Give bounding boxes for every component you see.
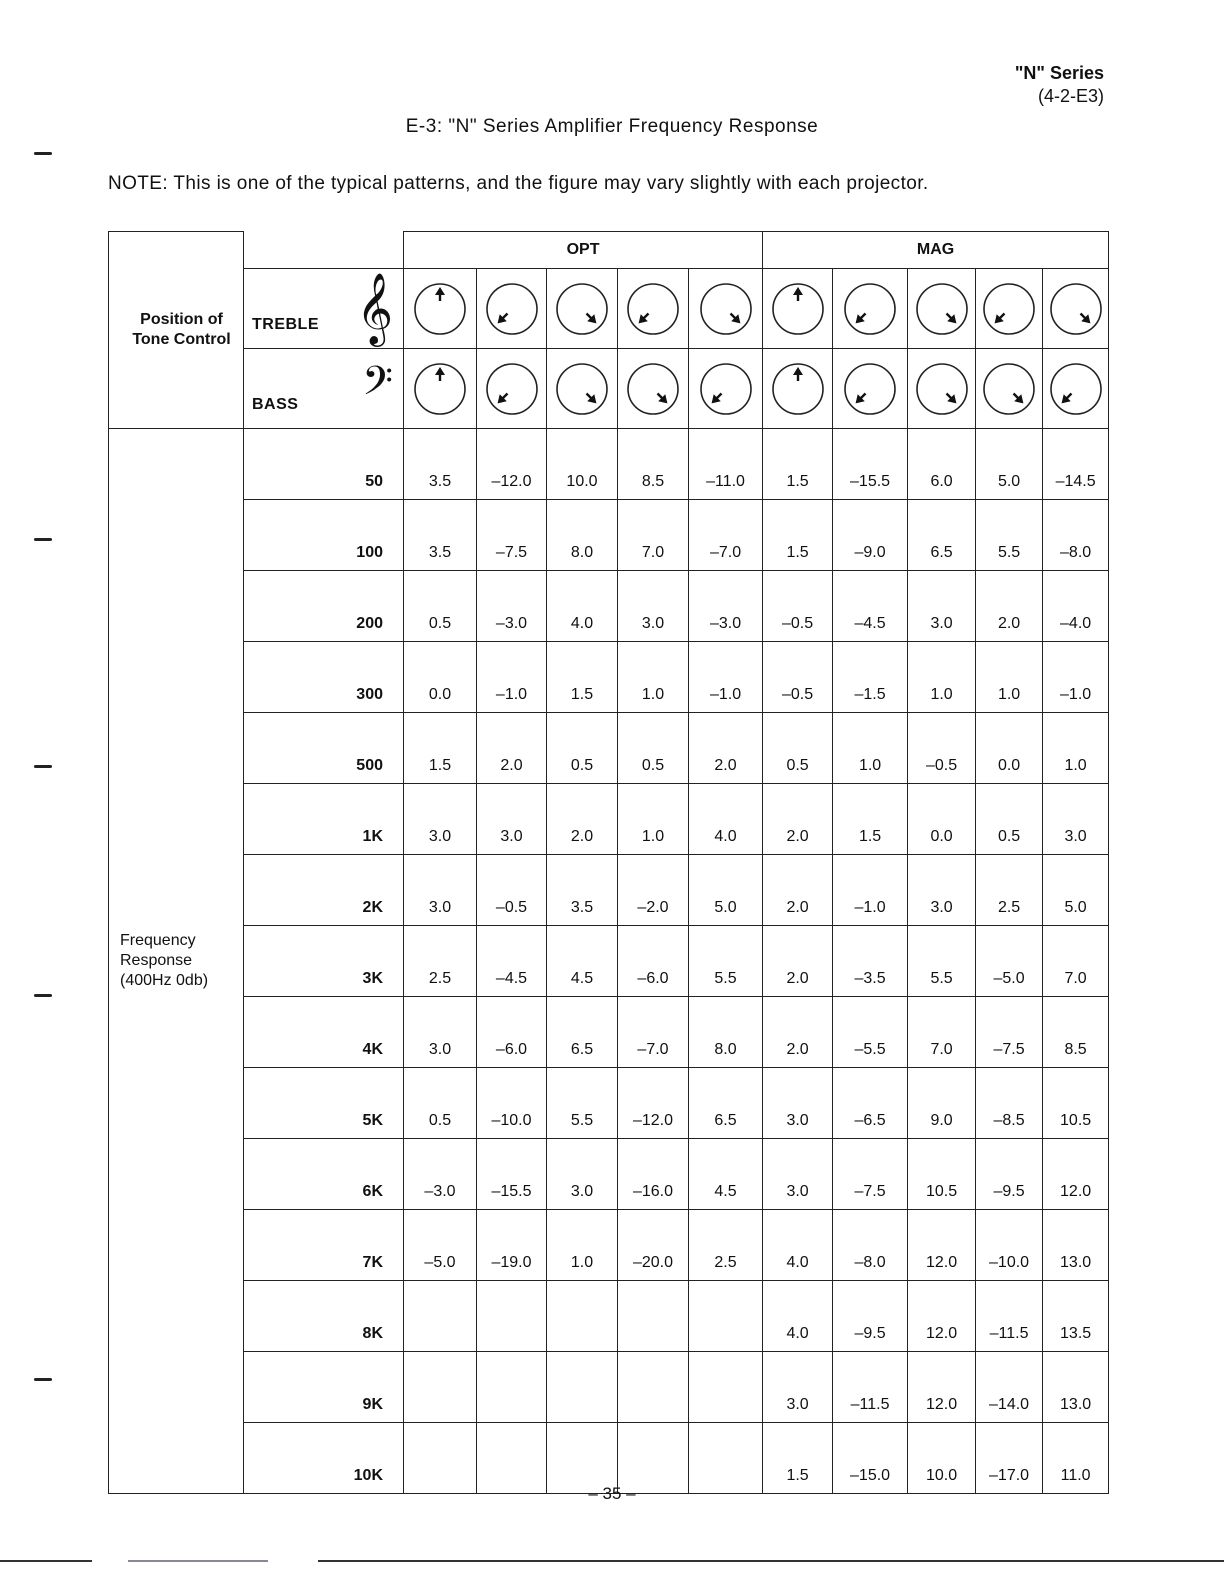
value-cell: 1.0 [833,713,908,784]
treble-knob-cell [477,269,547,349]
knob-max-icon [552,359,612,419]
value-cell: –7.5 [477,500,547,571]
bass-knob-cell [547,349,618,429]
bass-knob-cell [1043,349,1109,429]
value-cell [477,1352,547,1423]
table-row [109,642,1109,713]
value-cell: 1.5 [763,429,833,500]
punch-mark [34,994,52,997]
treble-knob-cell [908,269,976,349]
value-cell: –14.0 [976,1352,1043,1423]
value-cell: 0.5 [618,713,689,784]
value-cell: 12.0 [908,1210,976,1281]
value-cell: 0.5 [404,1068,477,1139]
frequency-cell: 5K [244,1068,404,1139]
value-cell: 1.5 [833,784,908,855]
value-cell: –5.5 [833,997,908,1068]
table-row [109,784,1109,855]
frequency-cell: 3K [244,926,404,997]
table-row [109,926,1109,997]
value-cell: –1.0 [1043,642,1109,713]
treble-knob-cell [976,269,1043,349]
value-cell: –17.0 [976,1423,1043,1494]
treble-row [109,269,1109,349]
knob-min-icon [1046,359,1106,419]
value-cell: –0.5 [908,713,976,784]
value-cell: –16.0 [618,1139,689,1210]
series-header [1015,62,1104,108]
treble-knob-cell [1043,269,1109,349]
treble-control-cell [244,269,404,349]
knob-up-icon [768,359,828,419]
value-cell: 2.0 [976,571,1043,642]
value-cell: 5.5 [908,926,976,997]
frequency-cell: 9K [244,1352,404,1423]
value-cell: 2.0 [477,713,547,784]
knob-up-icon [410,279,470,339]
value-cell: –1.0 [689,642,763,713]
value-cell [404,1281,477,1352]
value-cell: 5.5 [689,926,763,997]
value-cell [689,1352,763,1423]
value-cell: 2.5 [976,855,1043,926]
table-row [109,1210,1109,1281]
value-cell [689,1281,763,1352]
value-cell: 12.0 [908,1352,976,1423]
value-cell: 7.0 [1043,926,1109,997]
frequency-cell: 200 [244,571,404,642]
table-row [109,1423,1109,1494]
table-row [109,1352,1109,1423]
value-cell: 8.0 [689,997,763,1068]
bass-clef-icon: 𝄢 [362,358,393,414]
knob-max-icon [979,359,1039,419]
table-row [109,571,1109,642]
knob-min-icon [482,279,542,339]
value-cell: –1.0 [477,642,547,713]
value-cell: 7.0 [618,500,689,571]
frequency-cell: 7K [244,1210,404,1281]
value-cell: 1.0 [547,1210,618,1281]
value-cell: 9.0 [908,1068,976,1139]
value-cell: 1.5 [404,713,477,784]
value-cell: –6.0 [618,926,689,997]
group-header-row [109,232,1109,269]
value-cell: 11.0 [1043,1423,1109,1494]
value-cell: 4.5 [689,1139,763,1210]
value-cell: 6.5 [689,1068,763,1139]
value-cell: –7.0 [689,500,763,571]
treble-knob-cell [833,269,908,349]
value-cell: 1.5 [547,642,618,713]
value-cell: –3.0 [477,571,547,642]
value-cell: 8.5 [1043,997,1109,1068]
bass-knob-cell [618,349,689,429]
value-cell: –19.0 [477,1210,547,1281]
table-row [109,1139,1109,1210]
value-cell: 3.0 [477,784,547,855]
treble-knob-cell [763,269,833,349]
treble-knob-cell [618,269,689,349]
value-cell: 3.0 [404,784,477,855]
value-cell: 2.0 [547,784,618,855]
bottom-rule [318,1560,1224,1562]
value-cell: –15.5 [833,429,908,500]
value-cell: 10.0 [908,1423,976,1494]
value-cell: 6.5 [908,500,976,571]
value-cell: 2.0 [763,855,833,926]
value-cell: –9.0 [833,500,908,571]
value-cell: –11.0 [689,429,763,500]
value-cell: 7.0 [908,997,976,1068]
bass-knob-cell [976,349,1043,429]
page-title: E-3: "N" Series Amplifier Frequency Response [405,116,819,137]
value-cell: 2.5 [689,1210,763,1281]
value-cell: 1.0 [976,642,1043,713]
value-cell: –15.5 [477,1139,547,1210]
knob-min-icon [840,359,900,419]
value-cell: 3.5 [404,429,477,500]
table-row [109,1281,1109,1352]
value-cell: 10.0 [547,429,618,500]
value-cell: –4.0 [1043,571,1109,642]
value-cell: 8.5 [618,429,689,500]
table-row [109,713,1109,784]
value-cell: 3.0 [547,1139,618,1210]
table-row [109,429,1109,500]
value-cell: 3.0 [763,1139,833,1210]
value-cell: –3.0 [404,1139,477,1210]
value-cell: 3.0 [908,855,976,926]
bass-knob-cell [908,349,976,429]
value-cell [618,1423,689,1494]
note-text: NOTE: This is one of the typical patterns, and the figure may vary slightly with each projector. [108,173,929,194]
value-cell: 2.5 [404,926,477,997]
value-cell: 2.0 [763,784,833,855]
treble-clef-icon: 𝄞 [356,271,393,344]
frequency-response-table [108,231,1109,1494]
value-cell: 3.0 [1043,784,1109,855]
value-cell: 0.5 [976,784,1043,855]
frequency-cell: 8K [244,1281,404,1352]
value-cell: 3.0 [908,571,976,642]
value-cell [477,1423,547,1494]
treble-label: TREBLE [252,316,319,333]
value-cell: 4.0 [763,1281,833,1352]
value-cell: 3.0 [618,571,689,642]
treble-knob-cell [547,269,618,349]
value-cell [547,1281,618,1352]
value-cell: 0.0 [404,642,477,713]
value-cell: 1.0 [618,642,689,713]
frequency-cell: 300 [244,642,404,713]
value-cell: –7.5 [833,1139,908,1210]
knob-up-icon [410,359,470,419]
value-cell [404,1352,477,1423]
value-cell: 1.5 [763,1423,833,1494]
frequency-response-label-line: (400Hz 0db) [120,972,209,989]
value-cell [477,1281,547,1352]
value-cell: –6.0 [477,997,547,1068]
page-number: – 35 – [588,1484,636,1503]
value-cell: –10.0 [477,1068,547,1139]
value-cell: 10.5 [1043,1068,1109,1139]
frequency-cell: 10K [244,1423,404,1494]
value-cell: –11.5 [976,1281,1043,1352]
knob-max-icon [623,359,683,419]
value-cell: 4.0 [689,784,763,855]
series-code: (4-2-E3) [1037,86,1104,106]
value-cell [547,1352,618,1423]
bass-knob-cell [689,349,763,429]
value-cell: –20.0 [618,1210,689,1281]
value-cell: 8.0 [547,500,618,571]
value-cell: 2.0 [689,713,763,784]
value-cell: –6.5 [833,1068,908,1139]
bass-knob-cell [763,349,833,429]
value-cell: 1.0 [618,784,689,855]
value-cell: –12.0 [618,1068,689,1139]
blank-header-cell [244,232,404,269]
value-cell: 3.0 [763,1068,833,1139]
value-cell: –12.0 [477,429,547,500]
group-header-mag: MAG [763,232,1109,269]
value-cell: –2.0 [618,855,689,926]
value-cell: 5.0 [1043,855,1109,926]
value-cell: 6.5 [547,997,618,1068]
value-cell: –1.5 [833,642,908,713]
value-cell: –0.5 [763,571,833,642]
treble-knob-cell [404,269,477,349]
knob-max-icon [552,279,612,339]
knob-max-icon [912,359,972,419]
knob-min-icon [840,279,900,339]
value-cell: 13.0 [1043,1352,1109,1423]
value-cell: 0.0 [976,713,1043,784]
bass-knob-cell [833,349,908,429]
punch-mark [34,538,52,541]
frequency-response-label-line: Response [120,952,193,969]
bottom-rule [0,1560,92,1562]
value-cell: –0.5 [477,855,547,926]
value-cell: –8.0 [1043,500,1109,571]
value-cell: –11.5 [833,1352,908,1423]
table-row [109,997,1109,1068]
knob-max-icon [912,279,972,339]
bass-control-cell [244,349,404,429]
knob-max-icon [1046,279,1106,339]
value-cell: 12.0 [908,1281,976,1352]
bass-row [109,349,1109,429]
knob-max-icon [696,279,756,339]
value-cell: 13.0 [1043,1210,1109,1281]
tone-control-label-line1: Position of [140,311,223,328]
value-cell: –7.5 [976,997,1043,1068]
value-cell [404,1423,477,1494]
bass-knob-cell [477,349,547,429]
value-cell: 2.0 [763,997,833,1068]
knob-up-icon [768,279,828,339]
value-cell: 5.5 [547,1068,618,1139]
frequency-cell: 2K [244,855,404,926]
knob-min-icon [979,279,1039,339]
value-cell: –9.5 [833,1281,908,1352]
bass-knob-cell [404,349,477,429]
value-cell: –3.0 [689,571,763,642]
punch-mark [34,1378,52,1381]
value-cell: 2.0 [763,926,833,997]
frequency-cell: 6K [244,1139,404,1210]
value-cell: 3.5 [404,500,477,571]
value-cell: 0.0 [908,784,976,855]
bottom-rule [128,1560,268,1562]
value-cell: 1.0 [1043,713,1109,784]
value-cell: 4.0 [547,571,618,642]
value-cell: 3.5 [547,855,618,926]
value-cell: 6.0 [908,429,976,500]
value-cell: 13.5 [1043,1281,1109,1352]
value-cell: –14.5 [1043,429,1109,500]
value-cell: –5.0 [976,926,1043,997]
frequency-cell: 50 [244,429,404,500]
value-cell: 4.0 [763,1210,833,1281]
value-cell: 1.5 [763,500,833,571]
group-header-opt: OPT [404,232,763,269]
value-cell: 0.5 [404,571,477,642]
value-cell: –4.5 [477,926,547,997]
value-cell: 0.5 [763,713,833,784]
table-row [109,855,1109,926]
value-cell: –15.0 [833,1423,908,1494]
value-cell: 1.0 [908,642,976,713]
knob-min-icon [696,359,756,419]
bass-label: BASS [252,396,299,413]
frequency-response-label [109,429,244,1494]
punch-mark [34,152,52,155]
value-cell: 0.5 [547,713,618,784]
value-cell: –1.0 [833,855,908,926]
value-cell [547,1423,618,1494]
tone-control-label-line2: Tone Control [132,331,231,348]
value-cell: –5.0 [404,1210,477,1281]
value-cell: 12.0 [1043,1139,1109,1210]
value-cell: –10.0 [976,1210,1043,1281]
value-cell [618,1281,689,1352]
value-cell: –8.5 [976,1068,1043,1139]
frequency-cell: 100 [244,500,404,571]
value-cell: –8.0 [833,1210,908,1281]
frequency-cell: 1K [244,784,404,855]
value-cell: –9.5 [976,1139,1043,1210]
value-cell: 3.0 [404,997,477,1068]
value-cell: –7.0 [618,997,689,1068]
value-cell: –3.5 [833,926,908,997]
value-cell: 10.5 [908,1139,976,1210]
value-cell: 4.5 [547,926,618,997]
value-cell [689,1423,763,1494]
frequency-cell: 4K [244,997,404,1068]
series-name: "N" Series [1014,63,1104,83]
value-cell: 3.0 [763,1352,833,1423]
frequency-response-label-line: Frequency [120,932,196,949]
value-cell: –0.5 [763,642,833,713]
value-cell: 3.0 [404,855,477,926]
knob-min-icon [482,359,542,419]
table-row [109,1068,1109,1139]
value-cell [618,1352,689,1423]
table-row [109,500,1109,571]
value-cell: 5.0 [976,429,1043,500]
punch-mark [34,765,52,768]
treble-knob-cell [689,269,763,349]
value-cell: 5.5 [976,500,1043,571]
frequency-cell: 500 [244,713,404,784]
knob-min-icon [623,279,683,339]
value-cell: –4.5 [833,571,908,642]
value-cell: 5.0 [689,855,763,926]
tone-control-label [109,232,244,429]
